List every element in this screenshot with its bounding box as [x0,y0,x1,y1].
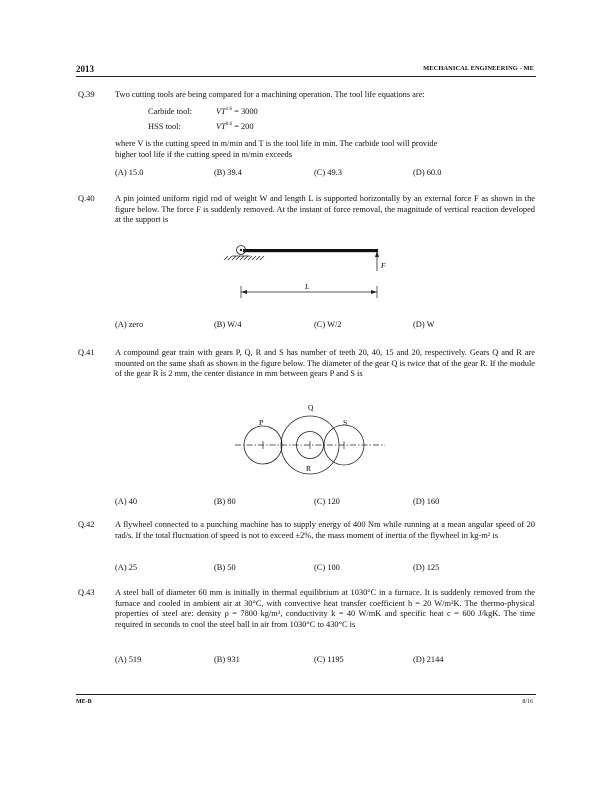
equation-lhs: VT [216,107,226,116]
equation-exponent: 1.6 [225,107,233,112]
footer-page-number: 8/16 [522,699,533,705]
option-c: (C) 120 [314,497,340,506]
option-b: (B) W/4 [214,320,242,329]
gear-label-p: P [259,418,264,427]
option-a: (A) 519 [115,655,142,664]
option-b: (B) 80 [214,497,236,506]
option-c: (C) W/2 [314,320,342,329]
footer-code: ME-B [76,699,92,705]
question-text: A compound gear train with gears P, Q, R and S has number of teeth 20, 40, 15 and 20, respectively. Gears Q and R are mounted on the same shaft as shown in the figure below. The diameter of the gear Q is twice that of the gear R. If the module of the gear R is 2 mm, the center distance in mm between gears P and S is [115,348,535,379]
question-text: A flywheel connected to a punching machine has to supply energy of 400 Nm while running at a mean angular speed of 20 rad/s. If the total fluctuation of speed is not to exceed ±2%, the mass moment of inertia of the flywheel in kg-m² is [115,520,535,540]
force-label: F [381,261,386,270]
question-number: Q.40 [78,194,95,203]
option-a: (A) 15.0 [115,168,144,177]
question-text: A pin jointed uniform rigid rod of weight W and length L is supported horizontally by an external force F as shown in the figure below. The force F is suddenly removed. At the instant of force removal, the magnitude of vertical reaction developed at the support is [115,194,535,225]
option-b: (B) 931 [214,655,240,664]
question-number: Q.42 [78,520,95,529]
option-c: (C) 100 [314,563,340,572]
option-d: (D) 125 [413,563,440,572]
option-d: (D) 2144 [413,655,444,664]
gear-label-r: R [306,464,312,473]
header-year: 2013 [76,64,94,74]
option-c: (C) 49.3 [314,168,342,177]
gear-label-s: S [343,418,348,427]
header-subject: MECHANICAL ENGINEERING - ME [423,65,534,72]
question-text: A steel ball of diameter 60 mm is initially in thermal equilibrium at 1030°C in a furnace. It is suddenly removed from the furnace and cooled in ambient air at 30°C, with convective heat transfer coefficient h = 20 W/m²K. The thermo-physical properties of steel are: density ρ = 7800 kg/m³, conductivity k = 40 W/mK and specific heat c = 600 J/kgK. The time required in seconds to cool the steel ball in air from 1030°C to 430°C is [115,588,535,629]
question-number: Q.41 [78,348,95,357]
equation-rhs: = 200 [234,122,254,131]
footer-rule [76,694,536,695]
length-label: L [305,282,310,291]
option-b: (B) 39.4 [214,168,242,177]
option-a: (A) 25 [115,563,138,572]
question-number: Q.39 [78,90,95,99]
option-a: (A) zero [115,320,144,329]
question-text: Two cutting tools are being compared for a machining operation. The tool life equations are: [115,90,425,99]
option-d: (D) 60.0 [413,168,442,177]
equation-rhs: = 3000 [234,107,258,116]
option-b: (B) 50 [214,563,236,572]
equation-label: HSS tool: [148,122,181,131]
question-text-line: where V is the cutting speed in m/min and T is the tool life in min. The carbide tool will provide [115,139,438,148]
option-c: (C) 1195 [314,655,344,664]
gear-label-q: Q [308,403,314,412]
question-text-line: higher tool life if the cutting speed in m/min exceeds [115,149,292,159]
option-d: (D) 160 [413,497,440,506]
equation-lhs: VT [216,122,226,131]
option-a: (A) 40 [115,497,138,506]
question-number: Q.43 [78,588,95,597]
option-d: (D) W [413,320,435,329]
equation-exponent: 0.6 [225,122,233,127]
equation-label: Carbide tool: [148,107,192,116]
